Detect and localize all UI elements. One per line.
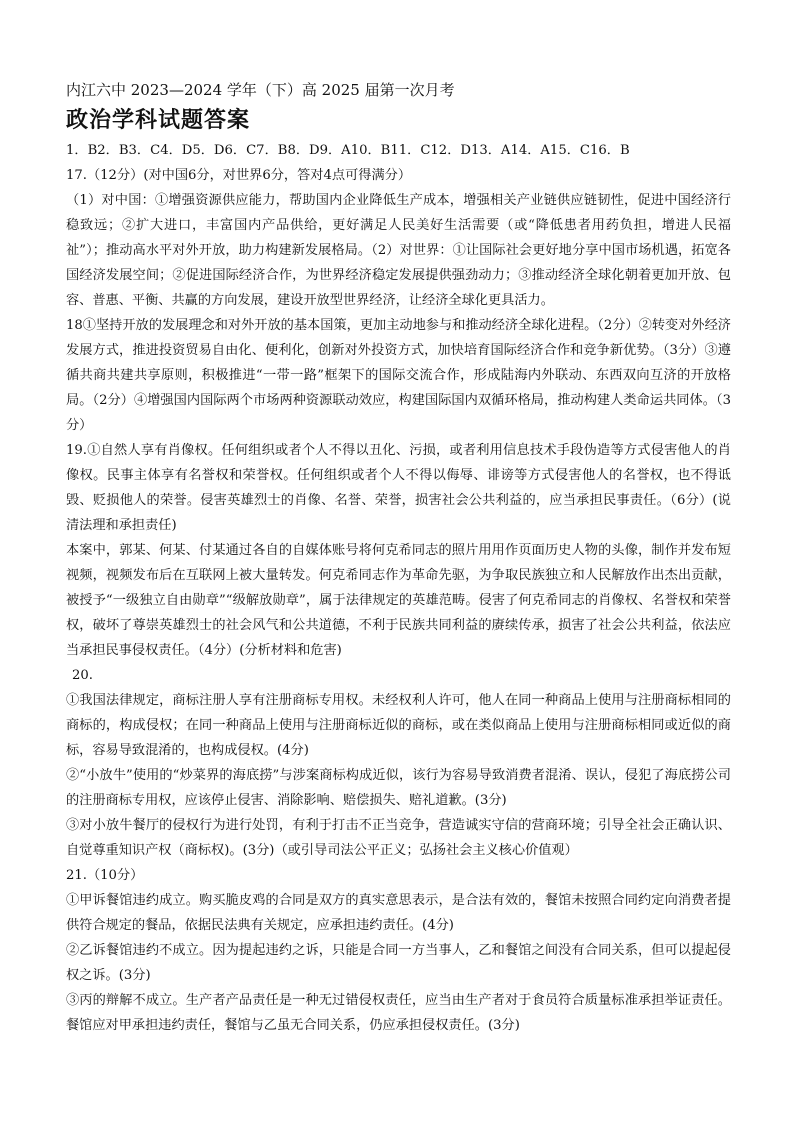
choice-answers: 1．B2．B3．C4．D5．D6．C7．B8．D9．A10．B11．C12．D13．A14．A15．C16．B — [66, 143, 630, 158]
q21-point-3: ③丙的辩解不成立。生产者产品责任是一种无过错侵权责任，应当由生产者对于食员符合质量标准承担举证责任。餐馆应对甲承担违约责任，餐馆与乙虽无合同关系，仍应承担侵权责任。(3分) — [66, 993, 731, 1033]
q18-answer: 18①坚持开放的发展理念和对外开放的基本国策，更加主动地参与和推动经济全球化进程。（2分）②转变对外经济发展方式，推进投资贸易自由化、便利化，创新对外投资方式，加快培育国际经济合作和竞争新优势。（3分）③遵循共商共建共享原则，积极推进“一带一路”框架下的国际交流合作，形成陆海内外联动、东西双向互济的开放格局。（2分）④增强国内国际两个市场两种资源联动效应，构建国际国内双循环格局，推动构建人类命运共同体。（3分） — [66, 318, 731, 433]
q21-point-1: ①甲诉餐馆违约成立。购买脆皮鸡的合同是双方的真实意思表示，是合法有效的，餐馆未按照合同约定向消费者提供符合规定的餐品，依据民法典有关规定，应承担违约责任。(4分) — [66, 893, 731, 933]
exam-title: 政治学科试题答案 — [66, 107, 251, 133]
q21-header: 21.（10分） — [66, 868, 144, 883]
answer-document — [66, 78, 731, 1038]
q17-answer: （1）对中国：①增强资源供应能力，帮助国内企业降低生产成本，增强相关产业链供应链韧性，促进中国经济行稳致远；②扩大进口，丰富国内产品供给，更好满足人民美好生活需要（或“降低患者用药负担，增进人民福祉”）；推动高水平对外开放，助力构建新发展格局。（2）对世界：①让国际社会更好地分享中国市场机遇，拓宽各国经济发展空间；②促进国际经济合作，为世界经济稳定发展提供强劲动力；③推动经济全球化朝着更加开放、包容、普惠、平衡、共赢的方向发展，建设开放型世界经济，让经济全球化更具活力。 — [66, 193, 731, 308]
q19-answer-law: 19.①自然人享有肖像权。任何组织或者个人不得以丑化、污损，或者利用信息技术手段伪造等方式侵害他人的肖像权。民事主体享有名誉权和荣誉权。任何组织或者个人不得以侮辱、诽谤等方式侵害他人的名誉权，也不得诋毁、贬损他人的荣誉。侵害英雄烈士的肖像、名誉、荣誉，损害社会公共利益的，应当承担民事责任。（6分）(说清法理和承担责任) — [66, 443, 731, 533]
q17-header: 17.（12分）(对中国6分，对世界6分，答对4点可得满分） — [66, 168, 412, 183]
q20-point-1: ①我国法律规定，商标注册人享有注册商标专用权。未经权利人许可，他人在同一种商品上使用与注册商标相同的商标的，构成侵权；在同一种商品上使用与注册商标近似的商标，或在类似商品上使用与注册商标相同或近似的商标，容易导致混淆的，也构成侵权。(4分) — [66, 693, 731, 758]
q19-answer-case: 本案中，郭某、何某、付某通过各自的自媒体账号将何克希同志的照片用用作页面历史人物的头像，制作并发布短视频，视频发布后在互联网上被大量转发。何克希同志作为革命先驱，为争取民族独立和人民解放作出杰出贡献，被授予“一级独立自由勋章”“级解放勋章”，属于法律规定的英雄范畴。侵害了何克希同志的肖像权、名誉权和荣誉权，破坏了尊崇英雄烈士的社会风气和公共道德，不利于民族共同利益的赓续传承，损害了社会公共利益，依法应当承担民事侵权责任。（4分）(分析材料和危害) — [66, 543, 731, 658]
q20-point-2: ②“小放牛”使用的“炒菜界的海底捞”与涉案商标构成近似，该行为容易导致消费者混淆、误认，侵犯了海底捞公司的注册商标专用权，应该停止侵害、消除影响、赔偿损失、赔礼道歉。(3分) — [66, 768, 731, 808]
q20-header: 20. — [72, 668, 93, 683]
q20-point-3: ③对小放牛餐厅的侵权行为进行处罚，有利于打击不正当竞争，营造诚实守信的营商环境；引导全社会正确认识、自觉尊重知识产权（商标权)。(3分)（或引导司法公平正义；弘扬社会主义核心价值观） — [66, 818, 731, 858]
exam-header: 内江六中 2023—2024 学年（下）高 2025 届第一次月考 — [66, 81, 455, 99]
q21-point-2: ②乙诉餐馆违约不成立。因为提起违约之诉，只能是合同一方当事人，乙和餐馆之间没有合同关系，但可以提起侵权之诉。(3分) — [66, 943, 731, 983]
